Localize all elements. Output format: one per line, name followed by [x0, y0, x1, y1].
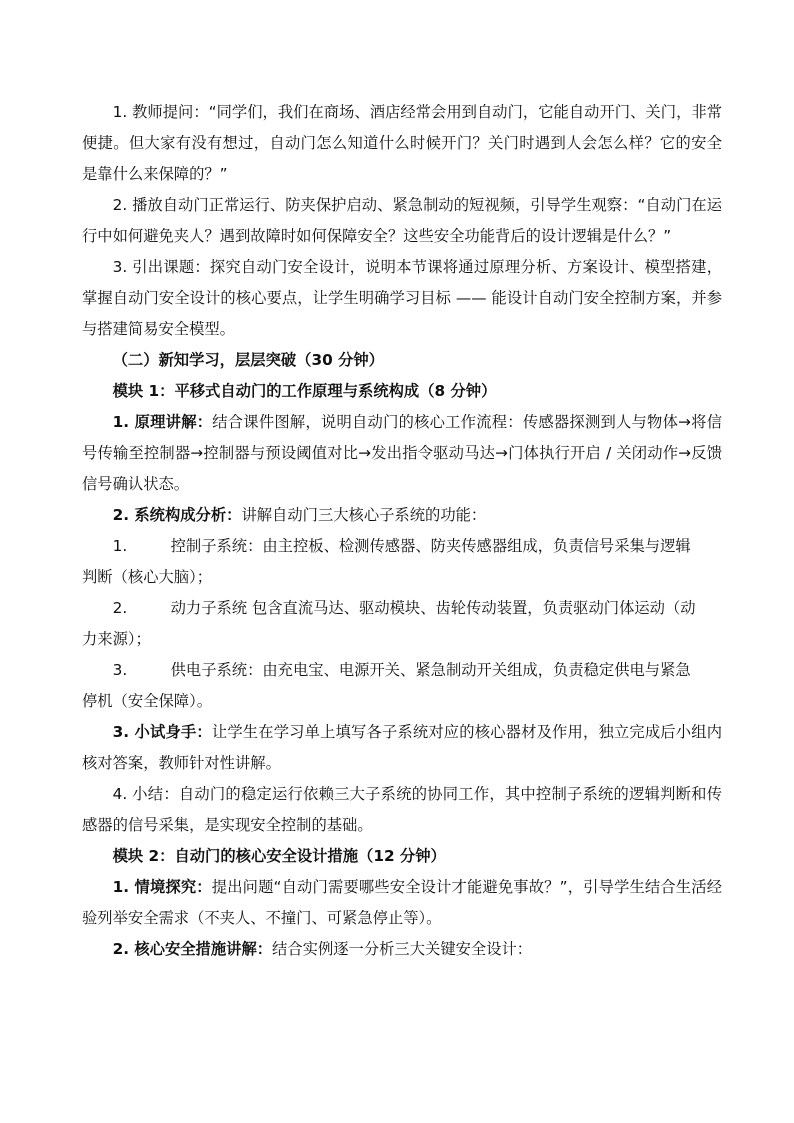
paragraph-video: 2. 播放自动门正常运行、防夹保护启动、紧急制动的短视频，引导学生观察：“自动门在运行中如何避免夹人？遇到故障时如何保障安全？这些安全功能背后的设计逻辑是什么？” — [82, 196, 722, 245]
subsystem-number: 1. — [112, 537, 128, 555]
module1-try — [82, 717, 722, 779]
paragraph-teacher-question: 1. 教师提问：“同学们，我们在商场、酒店经常会用到自动门，它能自动开门、关门，非常便捷。但大家有没有想过，自动门怎么知道什么时候开门？关门时遇到人会怎么样？它的安全是靠什么来保障的？” — [82, 103, 722, 183]
subsystem-text-continued: 判断（核心大脑）； — [82, 568, 213, 586]
explore-text: 提出问题“自动门需要哪些安全设计才能避免事故？”，引导学生结合生活经验列举安全需求（不夹人、不撞门、可紧急停止等）。 — [82, 878, 722, 927]
module1-principle — [82, 407, 722, 500]
subsystem-text: 供电子系统：由充电宝、电源开关、紧急制动开关组成，负责稳定供电与紧急 — [170, 661, 691, 679]
subsystem-control — [82, 531, 722, 593]
subsystem-supply — [82, 655, 722, 717]
module1-analysis — [82, 500, 722, 531]
subsystem-text-continued: 力来源）； — [82, 630, 151, 648]
paragraph-topic-intro: 3. 引出课题：探究自动门安全设计，说明本节课将通过原理分析、方案设计、模型搭建，掌握自动门安全设计的核心要点，让学生明确学习目标 —— 能设计自动门安全控制方案，并参与搭建简易安全模型。 — [82, 258, 722, 338]
principle-label: 1. 原理讲解： — [112, 413, 213, 431]
module1-heading: 模块 1：平移式自动门的工作原理与系统构成（8 分钟） — [112, 382, 497, 400]
analysis-label: 2. 系统构成分析： — [112, 506, 242, 524]
try-label: 3. 小试身手： — [112, 723, 212, 741]
measures-label: 2. 核心安全措施讲解： — [112, 940, 273, 958]
section-heading-new-knowledge: （二）新知学习，层层突破（30 分钟） — [112, 351, 384, 369]
subsystem-power — [82, 593, 722, 655]
try-text: 让学生在学习单上填写各子系统对应的核心器材及作用，独立完成后小组内核对答案，教师针对性讲解。 — [82, 723, 722, 772]
subsystem-text-continued: 停机（安全保障）。 — [82, 692, 213, 710]
subsystem-number: 3. — [112, 661, 128, 679]
module2-measures — [82, 934, 722, 965]
module1-summary: 4. 小结：自动门的稳定运行依赖三大子系统的协同工作，其中控制子系统的逻辑判断和传感器的信号采集，是实现安全控制的基础。 — [82, 785, 722, 834]
principle-text: 结合课件图解，说明自动门的核心工作流程：传感器探测到人与物体→将信号传输至控制器→控制器与预设阈值对比→发出指令驱动马达→门体执行开启 / 关闭动作→反馈信号确认状态。 — [82, 413, 722, 493]
explore-label: 1. 情境探究： — [112, 878, 212, 896]
module2-heading: 模块 2：自动门的核心安全设计措施（12 分钟） — [112, 847, 446, 865]
measures-text: 结合实例逐一分析三大关键安全设计： — [272, 940, 533, 958]
subsystem-number: 2. — [112, 599, 128, 617]
document-body — [82, 97, 722, 965]
subsystem-text: 控制子系统：由主控板、检测传感器、防夹传感器组成，负责信号采集与逻辑 — [170, 537, 691, 555]
analysis-text: 讲解自动门三大核心子系统的功能： — [241, 506, 487, 524]
subsystem-text: 动力子系统 包含直流马达、驱动模块、齿轮传动装置，负责驱动门体运动（动 — [170, 599, 696, 617]
module2-explore — [82, 872, 722, 934]
